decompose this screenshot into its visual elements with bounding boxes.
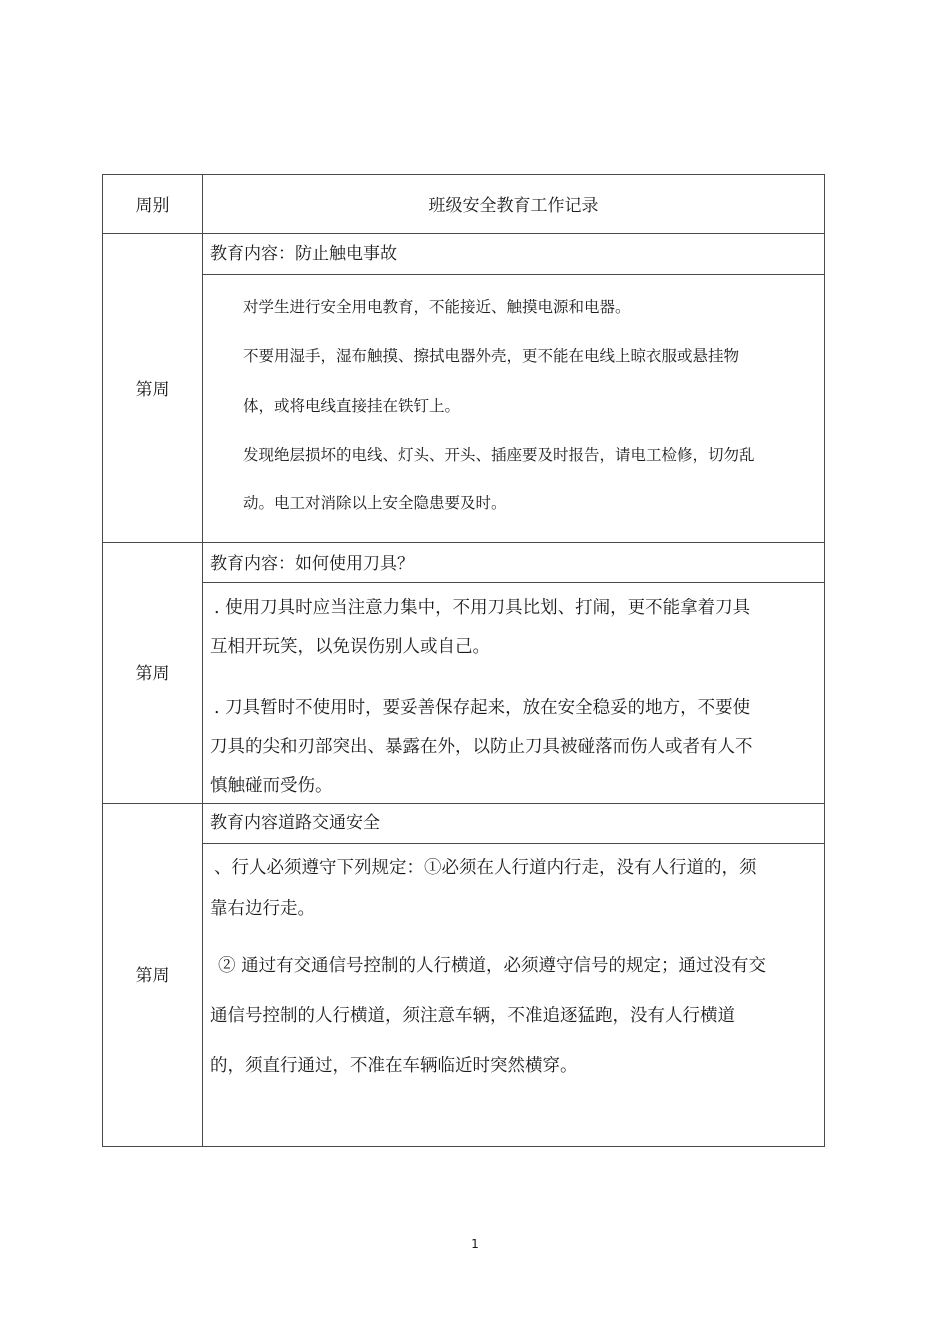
row2-topic: 教育内容：如何使用刀具？: [210, 554, 414, 574]
column-divider: [202, 175, 203, 1146]
row3-line3: ② 通过有交通信号控制的人行横道，必须遵守信号的规定；通过没有交: [218, 956, 767, 976]
row2-topic-divider: [202, 582, 824, 583]
row1-line3: 体，或将电线直接挂在铁钉上。: [243, 397, 461, 415]
row1-line5: 动。电工对消除以上安全隐患要及时。: [243, 494, 507, 512]
row1-line4: 发现绝层损坏的电线、灯头、开头、插座要及时报告，请电工检修，切勿乱: [243, 446, 755, 464]
header-week: 周别: [135, 196, 170, 216]
row3-week: 第周: [135, 966, 170, 986]
row1-divider: [103, 542, 824, 543]
header-record: 班级安全教育工作记录: [428, 196, 599, 216]
row1-line2: 不要用湿手，湿布触摸、擦拭电器外壳，更不能在电线上晾衣服或悬挂物: [243, 347, 740, 365]
row3-topic: 教育内容道路交通安全: [210, 813, 380, 833]
row3-line4: 通信号控制的人行横道，须注意车辆，不准追逐猛跑，没有人行横道: [210, 1006, 735, 1026]
row3-line2: 靠右边行走。: [210, 899, 315, 919]
row1-week: 第周: [135, 380, 170, 400]
row3-line1: 、行人必须遵守下列规定：①必须在人行道内行走，没有人行道的，须: [214, 858, 757, 878]
row2-week: 第周: [135, 664, 170, 684]
row1-line1: 对学生进行安全用电教育，不能接近、触摸电源和电器。: [243, 298, 631, 316]
page-number: 1: [471, 1237, 479, 1251]
row2-line5: 慎触碰而受伤。: [210, 776, 333, 796]
row2-line2: 互相开玩笑，以免误伤别人或自己。: [210, 637, 490, 657]
row1-topic-divider: [202, 274, 824, 275]
safety-record-table: [102, 174, 825, 1147]
header-divider: [103, 233, 824, 234]
row2-line3: . 刀具暂时不使用时，要妥善保存起来，放在安全稳妥的地方，不要使: [214, 698, 751, 718]
row1-topic: 教育内容：防止触电事故: [210, 244, 397, 264]
row2-line4: 刀具的尖和刃部突出、暴露在外，以防止刀具被碰落而伤人或者有人不: [210, 737, 753, 757]
row3-topic-divider: [202, 843, 824, 844]
row2-divider: [103, 803, 824, 804]
row2-line1: . 使用刀具时应当注意力集中，不用刀具比划、打闹，更不能拿着刀具: [214, 598, 751, 618]
row3-line5: 的，须直行通过，不准在车辆临近时突然横穿。: [210, 1056, 578, 1076]
